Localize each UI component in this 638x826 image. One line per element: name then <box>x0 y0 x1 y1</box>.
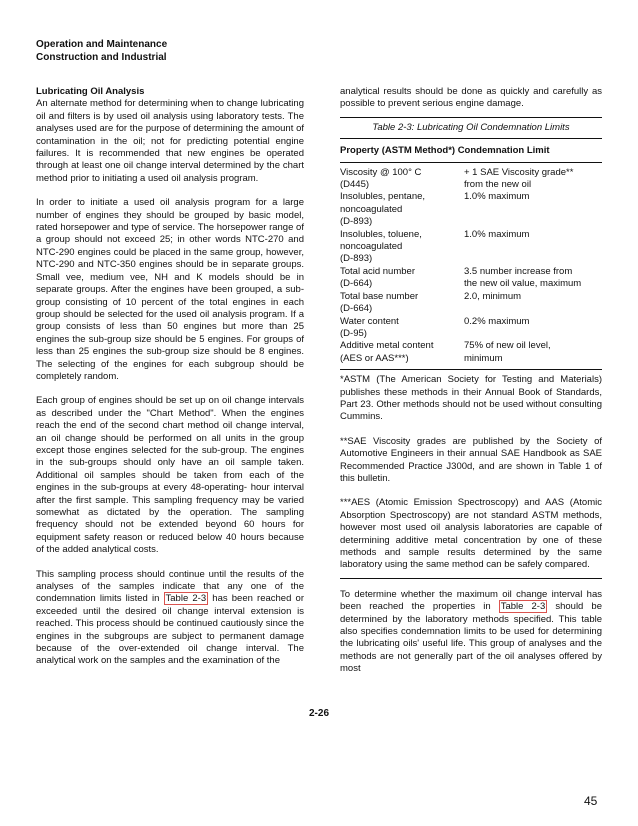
table-row <box>340 266 602 291</box>
section-heading: Lubricating Oil Analysis <box>36 86 145 97</box>
limit-cell: + 1 SAE Viscosity grade** from the new oil <box>464 166 574 191</box>
page-number: 45 <box>584 794 598 808</box>
right-column <box>340 86 602 688</box>
table-header: Property (ASTM Method*) Condemnation Limit <box>340 145 550 157</box>
paragraph-grouping: In order to initiate a used oil analysis program for a large number of engines they should be grouped by basic model, rated horsepower and type of service. The horsepower range of a group should not exceed 25; in other words NTC-270 and NTC-290 engines could be placed in the same group, however, NTC-290 and NTC-350 engines should be in separate groups. Small vee, medium vee, NH and K models should be in separate groups. After the engines have been grouped, a sub-group consisting of 10 percent of the total engines in each group should be selected for the used oil analysis program. If a group consists of less than 50 engines but more than 25 engines the sub-group size should be 5 engines. For groups of less than 25 engines the sub-group size should be 8 engines. The selecting of the engines for each subgroup should be completely random. <box>36 197 304 382</box>
condemnation-limits-table <box>340 167 602 366</box>
table-2-3-link[interactable]: Table 2-3 <box>165 593 207 605</box>
limit-cell: 75% of new oil level, minimum <box>464 340 551 364</box>
limit-cell: 0.2% maximum <box>464 315 530 327</box>
table-row <box>340 291 602 316</box>
footnote-aes-aas: ***AES (Atomic Emission Spectroscopy) and AAS (Atomic Absorption Spectroscopy) are not standard ASTM methods, however most used oil analysis laboratories are capable of determining additive metal concentration by one of these methods and sample results determined by the same laboratory using the same method can be safely compared. <box>340 497 602 571</box>
property-cell: Additive metal content (AES or AAS***) <box>340 340 434 364</box>
paragraph-process-text-b: has been reached or exceeded until the desired oil change interval extension is reached. This process should be continued cautiously since the engines in the subgroups are subject to permanent damage because of the over-extended oil change interval. The analytical work on the samples and the examination of the <box>36 593 304 667</box>
property-cell: Water content (D-95) <box>340 315 399 339</box>
table-caption: Table 2-3: Lubricating Oil Condemnation Limits <box>372 121 570 133</box>
table-row <box>340 340 602 365</box>
running-header <box>36 38 167 64</box>
divider <box>340 369 602 370</box>
divider <box>340 162 602 163</box>
paragraph-process <box>36 569 304 668</box>
paragraph-intro: An alternate method for determining when to change lubricating oil and filters is by used oil analysis using laboratory tests. The analyses used are for the purpose of determining the amount of contamination in the oil; not for predicting potential engine failures. It is recommended that new engines be operated through at least one oil change interval determined by the chart method prior to initiating a used oil analysis program. <box>36 98 304 184</box>
paragraph-sampling: Each group of engines should be set up on oil change intervals as described under the "Chart Method". When the engines reach the end of the second chart method oil change interval, an oil change should be performed on all units in the group except those engines selected for the sub-group. The engines in the sub-groups should only have an oil sample taken. Additional oil samples should be taken from each of the engines in the sub-groups at every 48-operating- hour interval after the first sample. This sampling frequency may be varied somewhat as dictated by the operation. The sampling frequency should not be extended beyond 60 hours for equipment safety reason or reduced below 40 hours because of the added analytical costs. <box>36 395 304 556</box>
paragraph-determine-text-a: To determine whether the maximum oil change interval has been reached the properties in <box>340 588 602 613</box>
limit-cell: 2.0, minimum <box>464 290 522 302</box>
section-page-number: 2-26 <box>308 708 329 719</box>
paragraph-determine <box>340 589 602 676</box>
table-row <box>340 316 602 341</box>
limit-cell: 1.0% maximum <box>464 191 530 203</box>
paragraph-continued: analytical results should be done as quickly and carefully as possible to prevent serious engine damage. <box>340 86 602 110</box>
footnote-sae: **SAE Viscosity grades are published by the Society of Automotive Engineers in their annual SAE Handbook as SAE Recommended Practice J300d, and are shown in Table 1 of this bulletin. <box>340 435 602 484</box>
header-line-2: Construction and Industrial <box>36 52 167 63</box>
property-cell: Insolubles, toluene, noncoagulated (D-893) <box>340 228 422 265</box>
property-cell: Total acid number (D-664) <box>340 265 415 290</box>
property-cell: Viscosity @ 100° C (D445) <box>340 166 422 191</box>
footnote-astm: *ASTM (The American Society for Testing and Materials) publishes these methods in their Annual Book of Standards, Part 23. Other methods should not be used without consulting Cummins. <box>340 374 602 423</box>
paragraph-process-text-a: This sampling process should continue until the results of the analyses of the samples indicate that any one of the condemnation limits listed in <box>36 568 304 605</box>
property-cell: Insolubles, pentane, noncoagulated (D-893) <box>340 191 426 228</box>
property-cell: Total base number (D-664) <box>340 290 419 315</box>
divider <box>340 138 602 139</box>
table-row <box>340 229 602 266</box>
limit-cell: 1.0% maximum <box>464 228 530 240</box>
paragraph-determine-text-b: should be determined by the laboratory methods specified. This table also specifies condemnation limits to be used for determining the lubricating oils' useful life. This group of analyses and the methods are not generally part of the oil analyses offered by most <box>340 601 602 675</box>
table-row <box>340 191 602 228</box>
divider <box>340 578 602 579</box>
left-column <box>36 86 304 680</box>
limit-cell: 3.5 number increase from the new oil value, maximum <box>464 265 582 290</box>
header-line-1: Operation and Maintenance <box>36 39 168 50</box>
table-row <box>340 167 602 192</box>
divider <box>340 117 602 118</box>
table-2-3-link[interactable]: Table 2-3 <box>500 601 546 613</box>
